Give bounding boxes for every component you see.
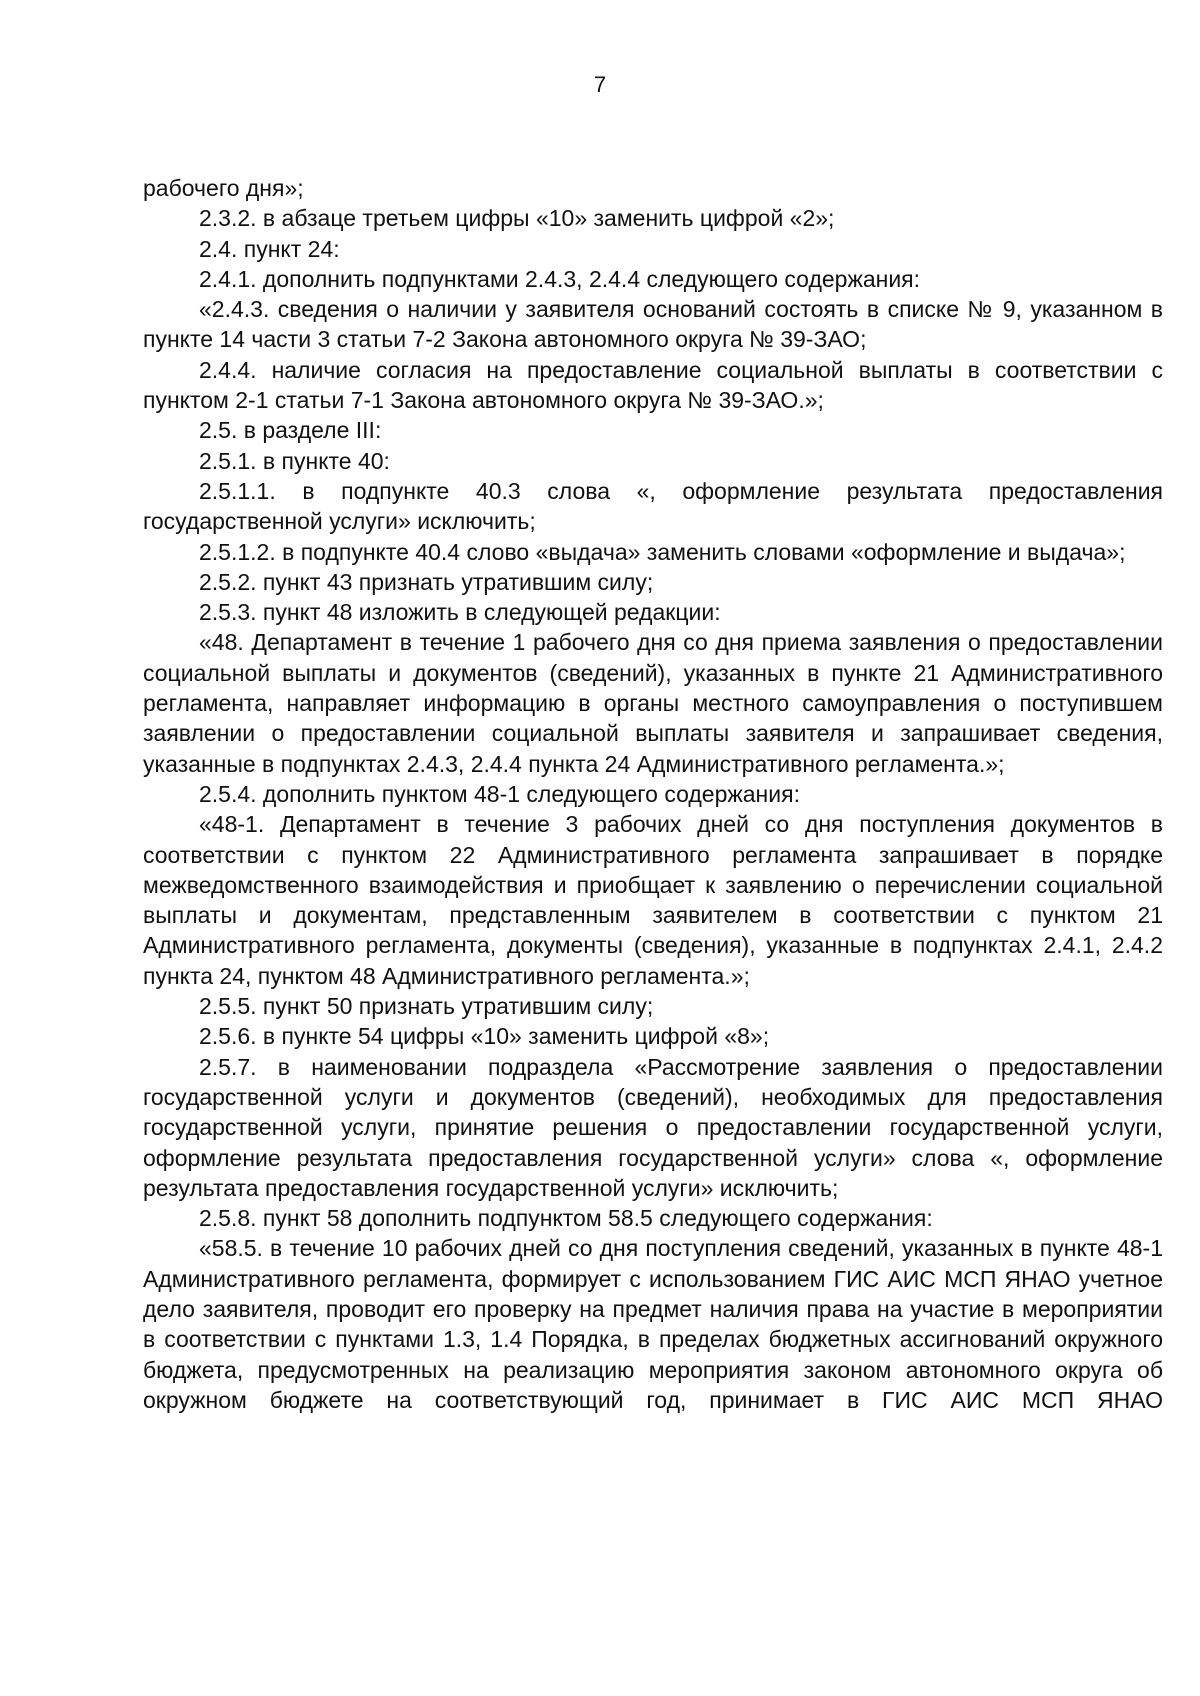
- paragraph: 2.5.8. пункт 58 дополнить подпунктом 58.5 следующего содержания:: [199, 1205, 933, 1232]
- paragraph: 2.5.3. пункт 48 изложить в следующей редакции:: [199, 599, 721, 626]
- paragraph: 2.4.4. наличие согласия на предоставление социальной выплаты в соответствии с пунктом 2-1 статьи 7-1 Закона автономного округа № 39-ЗАО.»;: [143, 356, 1163, 414]
- paragraph: 2.5.4. дополнить пунктом 48-1 следующего содержания:: [199, 780, 800, 807]
- paragraph: рабочего дня»;: [143, 175, 304, 201]
- paragraph: 2.5.1. в пункте 40:: [199, 447, 390, 474]
- paragraph: «2.4.3. сведения о наличии у заявителя оснований состоять в списке № 9, указанном в пункте 14 части 3 статьи 7-2 Закона автономного округа № 39-ЗАО;: [143, 296, 1163, 353]
- paragraph: 2.5.1.1. в подпункте 40.3 слова «, оформление результата предоставления государственной услуги» исключить;: [143, 477, 1163, 535]
- paragraph: 2.5. в разделе III:: [199, 417, 382, 444]
- paragraph: «58.5. в течение 10 рабочих дней со дня поступления сведений, указанных в пункте 48-1 Административного регламента, формирует с использованием ГИС АИС МСП ЯНАО учетное дело заявителя, проводит его проверку на предмет наличия права на участие в мероприятии в соответствии с пунктами 1.3, 1.4 Порядка, в пределах бюджетных ассигнований окружного бюджета, предусмотренных на реализацию мероприятия законом автономного округа об окружном бюджете на соответствующий год, принимает в ГИС АИС МСП ЯНАО: [143, 1235, 1163, 1413]
- paragraph: 2.5.7. в наименовании подраздела «Рассмотрение заявления о предоставлении государственной услуги и документов (сведений), необходимых для предоставления государственной услуги, принятие решения о предоставлении государственной услуги, оформление результата предоставления государственной услуги» слова «, оформление результата предоставления государственной услуги» исключить;: [143, 1053, 1163, 1201]
- page-number: 7: [593, 72, 607, 97]
- paragraph: 2.5.2. пункт 43 признать утратившим силу;: [199, 568, 654, 595]
- paragraph: 2.3.2. в абзаце третьем цифры «10» заменить цифрой «2»;: [199, 205, 835, 232]
- paragraph: 2.5.5. пункт 50 признать утратившим силу;: [199, 993, 654, 1020]
- paragraph: «48. Департамент в течение 1 рабочего дня со дня приема заявления о предоставлении социальной выплаты и документов (сведений), указанных в пункте 21 Административного регламента, направляет информацию в органы местного самоуправления о поступившем заявлении о предоставлении социальной выплаты заявителя и запрашивает сведения, указанные в подпунктах 2.4.3, 2.4.4 пункта 24 Административного регламента.»;: [143, 629, 1163, 777]
- paragraph: «48-1. Департамент в течение 3 рабочих дней со дня поступления документов в соответствии с пунктом 22 Административного регламента запрашивает в порядке межведомственного взаимодействия и приобщает к заявлению о перечислении социальной выплаты и документам, представленным заявителем в соответствии с пунктом 21 Административного регламента, документы (сведения), указанные в подпунктах 2.4.1, 2.4.2 пункта 24, пунктом 48 Административного регламента.»;: [143, 811, 1163, 989]
- document-body: [143, 173, 1163, 1415]
- paragraph: 2.4.1. дополнить подпунктами 2.4.3, 2.4.4 следующего содержания:: [199, 265, 921, 292]
- paragraph: 2.5.1.2. в подпункте 40.4 слово «выдача» заменить словами «оформление и выдача»;: [199, 538, 1126, 565]
- paragraph: 2.4. пункт 24:: [199, 235, 340, 262]
- paragraph: 2.5.6. в пункте 54 цифры «10» заменить цифрой «8»;: [199, 1023, 770, 1050]
